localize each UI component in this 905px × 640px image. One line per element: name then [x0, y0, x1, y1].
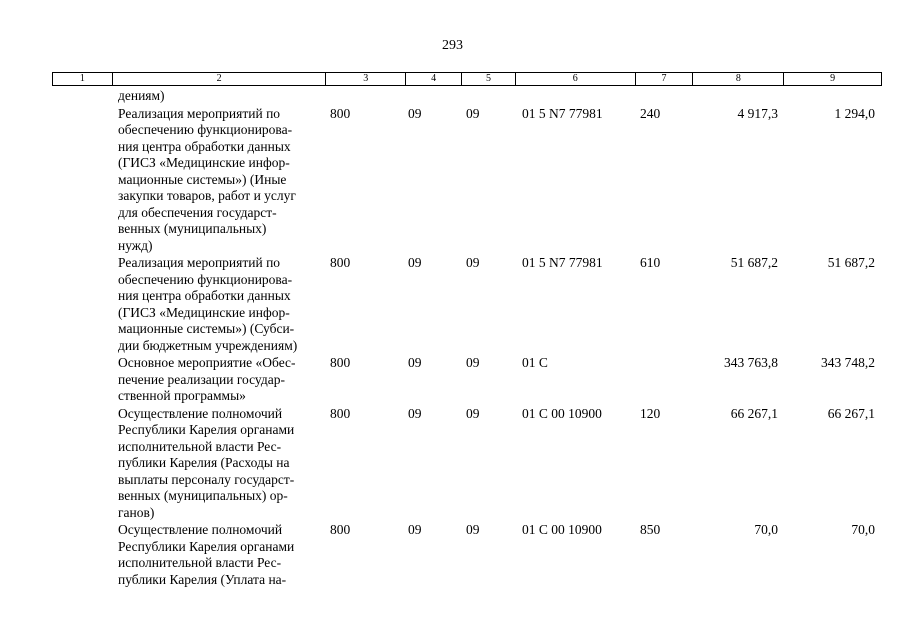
column-header-7: 7: [636, 73, 694, 85]
row-name: Осуществление полномочий Республики Карелия органами исполнительной власти Рес- публики Карелия (Расходы на выплаты персоналу государст- венных (муниципальных) ор- ганов): [118, 405, 295, 520]
row-col4: 09: [408, 255, 422, 270]
row-col4: 09: [408, 405, 422, 421]
row-col3: 800: [330, 405, 351, 421]
row-col8: 4 917,3: [737, 105, 778, 121]
row-blank-cell: [52, 255, 112, 354]
row-col5: 09: [466, 255, 480, 270]
row-blank-cell: [52, 406, 112, 522]
row-col9: 1 294,0: [834, 105, 875, 121]
row-col4: 09: [408, 355, 422, 370]
row-col3: 800: [330, 522, 351, 537]
column-header-8: 8: [693, 73, 784, 85]
table-row: [52, 255, 882, 354]
row-blank-cell: [52, 355, 112, 405]
row-col7: 850: [640, 522, 661, 537]
row-col5: 09: [466, 355, 480, 370]
column-header-5: 5: [462, 73, 516, 85]
row-col4: 09: [408, 105, 422, 121]
row-col3: 800: [330, 355, 351, 370]
row-col6: 01 С: [522, 355, 548, 370]
row-col5: 09: [466, 405, 480, 421]
row-col9: 66 267,1: [827, 405, 875, 421]
row-col3: 800: [330, 105, 351, 121]
column-header-6: 6: [516, 73, 636, 85]
row-name: Реализация мероприятий по обеспечению функционирова- ния центра обработки данных (ГИСЗ «Медицинские инфор- мационные системы») (Иные закупки товаров, работ и услуг для обеспечения государст- венных (муниципальных) нужд): [118, 105, 296, 253]
column-header-3: 3: [326, 73, 406, 85]
row-col8: 343 763,8: [724, 355, 778, 370]
row-col9: 343 748,2: [821, 355, 875, 370]
row-col7: 240: [640, 105, 661, 121]
row-name: Основное мероприятие «Обес- печение реализации государ- ственной программы»: [118, 355, 296, 403]
row-col7: 610: [640, 255, 661, 270]
table-header: [52, 72, 882, 86]
row-name: Реализация мероприятий по обеспечению функционирова- ния центра обработки данных (ГИСЗ «Медицинские инфор- мационные системы») (Субси- дии бюджетным учреждениям): [118, 255, 298, 353]
row-col6: 01 С 00 10900: [522, 522, 602, 537]
table-row: [52, 406, 882, 522]
row-col6: 01 5 N7 77981: [522, 105, 603, 121]
column-header-1: 1: [53, 73, 113, 85]
row-col7: [636, 355, 694, 405]
table-row: [52, 106, 882, 255]
column-header-4: 4: [406, 73, 462, 85]
row-col5: 09: [466, 105, 480, 121]
row-col8: 70,0: [754, 522, 778, 537]
row-col7: 120: [640, 405, 661, 421]
table-row-continuation: [52, 88, 882, 105]
page-number: 293: [442, 38, 463, 53]
row-blank-cell: [52, 106, 112, 255]
row-name-continuation: дениям): [118, 88, 165, 103]
table-body: [52, 88, 882, 589]
table-row: [52, 355, 882, 405]
row-blank-cell: [52, 88, 112, 105]
row-col3: 800: [330, 255, 351, 270]
row-col6: 01 С 00 10900: [522, 405, 602, 421]
row-col9: 70,0: [851, 522, 875, 537]
row-name: Осуществление полномочий Республики Карелия органами исполнительной власти Рес- публики Карелия (Уплата на-: [118, 522, 295, 587]
column-header-2: 2: [113, 73, 326, 85]
row-col8: 51 687,2: [730, 255, 778, 270]
row-blank-cell: [52, 522, 112, 588]
table-row: [52, 522, 882, 588]
row-col4: 09: [408, 522, 422, 537]
row-col5: 09: [466, 522, 480, 537]
row-col8: 66 267,1: [730, 405, 778, 421]
row-col6: 01 5 N7 77981: [522, 255, 603, 270]
column-header-9: 9: [830, 73, 836, 84]
row-col9: 51 687,2: [827, 255, 875, 270]
